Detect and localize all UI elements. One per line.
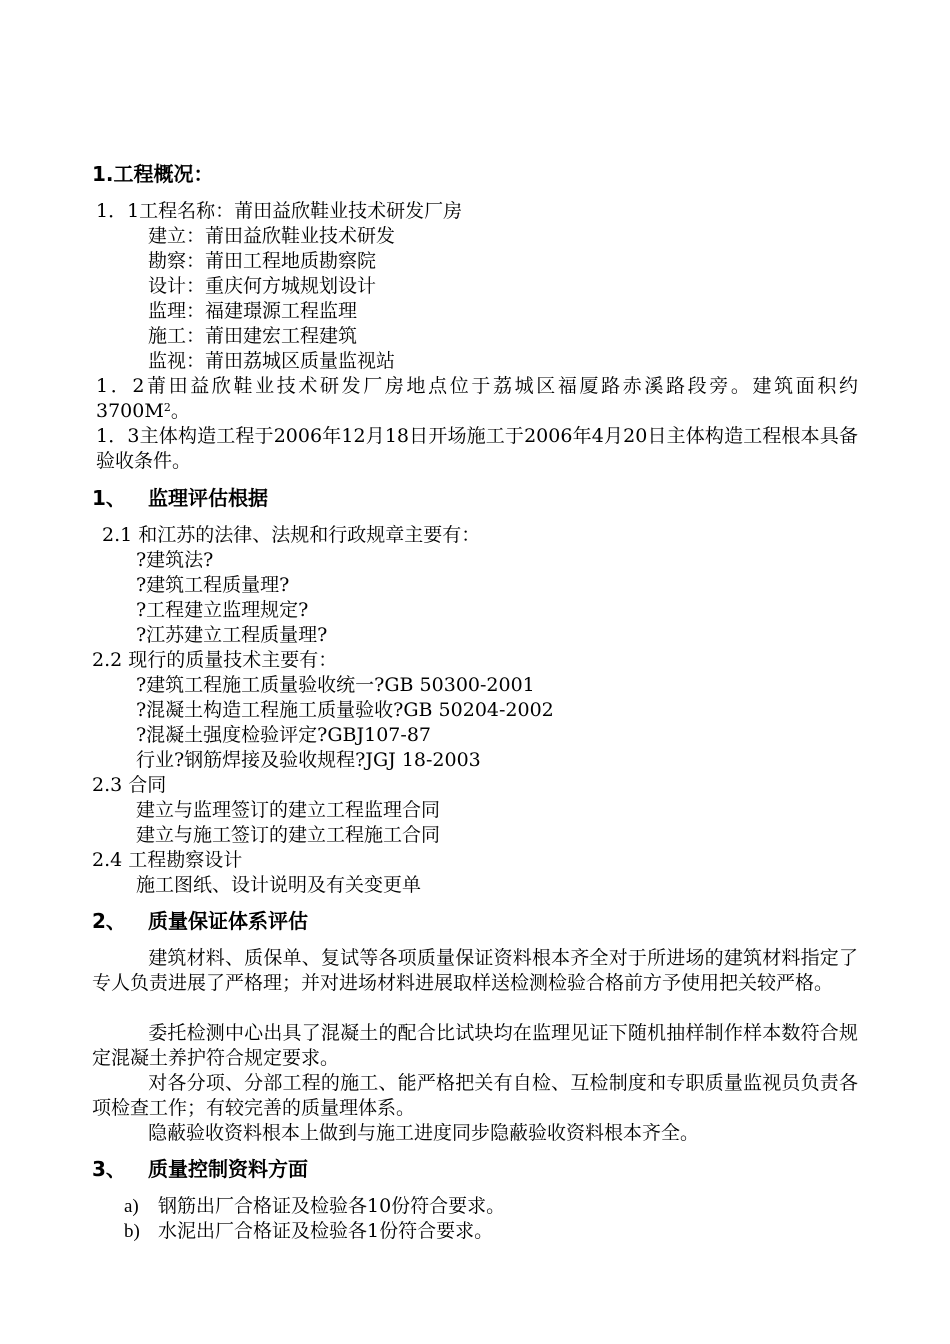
qa-paragraph-text: 隐蔽验收资料根本上做到与施工进度同步隐蔽验收资料根本齐全。 — [148, 1122, 700, 1144]
owner-line: 建立：莆田益欣鞋业技术研发 — [148, 225, 396, 247]
monitoring-line: 监视：莆田荔城区质量监视站 — [148, 350, 396, 372]
list-marker: b) — [124, 1221, 140, 1242]
survey-design-heading: 2.4 工程勘察设计 — [92, 849, 243, 871]
survey-design-item: 施工图纸、设计说明及有关变更单 — [136, 874, 422, 896]
standards-heading: 2.2 现行的质量技术主要有： — [92, 649, 338, 671]
qa-paragraph-text: 对各分项、分部工程的施工、能严格把关有自检、互检制度和专职质量监视员负责各项检查工作；有较完善的质量理体系。 — [92, 1072, 858, 1119]
list-item — [124, 1194, 505, 1219]
law-item: ?工程建立监理规定? — [136, 599, 309, 621]
survey-line: 勘察：莆田工程地质勘察院 — [148, 250, 377, 272]
schedule-paragraph: 1．3主体构造工程于2006年12月18日开场施工于2006年4月20日主体构造工程根本具备验收条件。 — [96, 425, 858, 472]
laws-heading: 2.1 和江苏的法律、法规和行政规章主要有： — [102, 524, 481, 546]
contract-item: 建立与监理签订的建立工程监理合同 — [136, 799, 441, 821]
law-item: ?江苏建立工程质量理? — [136, 624, 328, 646]
section-title: 监理评估根据 — [148, 486, 268, 510]
section-number: 3、 — [92, 1157, 126, 1181]
project-name-line: 1．1工程名称：莆田益欣鞋业技术研发厂房 — [96, 200, 463, 222]
list-item — [124, 1219, 493, 1244]
standard-item: ?混凝土强度检验评定?GBJ107-87 — [136, 724, 431, 746]
location-end: 。 — [170, 400, 190, 422]
supervision-line: 监理：福建璟源工程监理 — [148, 300, 358, 322]
qa-paragraph-text: 委托检测中心出具了混凝土的配合比试块均在监理见证下随机抽样制作样本数符合规定混凝土养护符合规定要求。 — [92, 1022, 858, 1069]
location-text: 1．2莆田益欣鞋业技术研发厂房地点位于荔城区福厦路赤溪路段旁。建筑面积约3700M — [96, 375, 858, 422]
construction-line: 施工：莆田建宏工程建筑 — [148, 325, 358, 347]
contract-heading: 2.3 合同 — [92, 774, 167, 796]
section-heading-qa-system — [92, 909, 308, 934]
law-item: ?建筑法? — [136, 549, 214, 571]
qa-paragraph — [92, 946, 858, 996]
section-title: 质量保证体系评估 — [148, 909, 308, 933]
standard-item: ?混凝土构造工程施工质量验收?GB 50204-2002 — [136, 699, 554, 721]
section-heading-quality-control — [92, 1157, 308, 1182]
standard-item: 行业?钢筋焊接及验收规程?JGJ 18-2003 — [136, 749, 481, 771]
list-item-text: 水泥出厂合格证及检验各1份符合要求。 — [158, 1220, 494, 1242]
area-superscript: 2 — [163, 401, 171, 414]
contract-item: 建立与施工签订的建立工程施工合同 — [136, 824, 441, 846]
section-number: 2、 — [92, 909, 126, 933]
location-paragraph — [96, 374, 858, 424]
qa-paragraph-text: 建筑材料、质保单、复试等各项质量保证资料根本齐全对于所进场的建筑材料指定了专人负责进展了严格理；并对进场材料进展取样送检测检验合格前方予使用把关较严格。 — [92, 947, 858, 994]
law-item: ?建筑工程质量理? — [136, 574, 290, 596]
qa-paragraph — [92, 1121, 858, 1146]
design-line: 设计：重庆何方城规划设计 — [148, 275, 377, 297]
section-heading-overview: 1.工程概况： — [92, 162, 214, 186]
qa-paragraph — [92, 1021, 858, 1071]
section-heading-basis — [92, 486, 268, 511]
section-number: 1、 — [92, 486, 126, 510]
qa-paragraph — [92, 1071, 858, 1121]
standard-item: ?建筑工程施工质量验收统一?GB 50300-2001 — [136, 674, 535, 696]
list-marker: a) — [124, 1196, 139, 1217]
list-item-text: 钢筋出厂合格证及检验各10份符合要求。 — [158, 1195, 506, 1217]
section-title: 质量控制资料方面 — [148, 1157, 308, 1181]
